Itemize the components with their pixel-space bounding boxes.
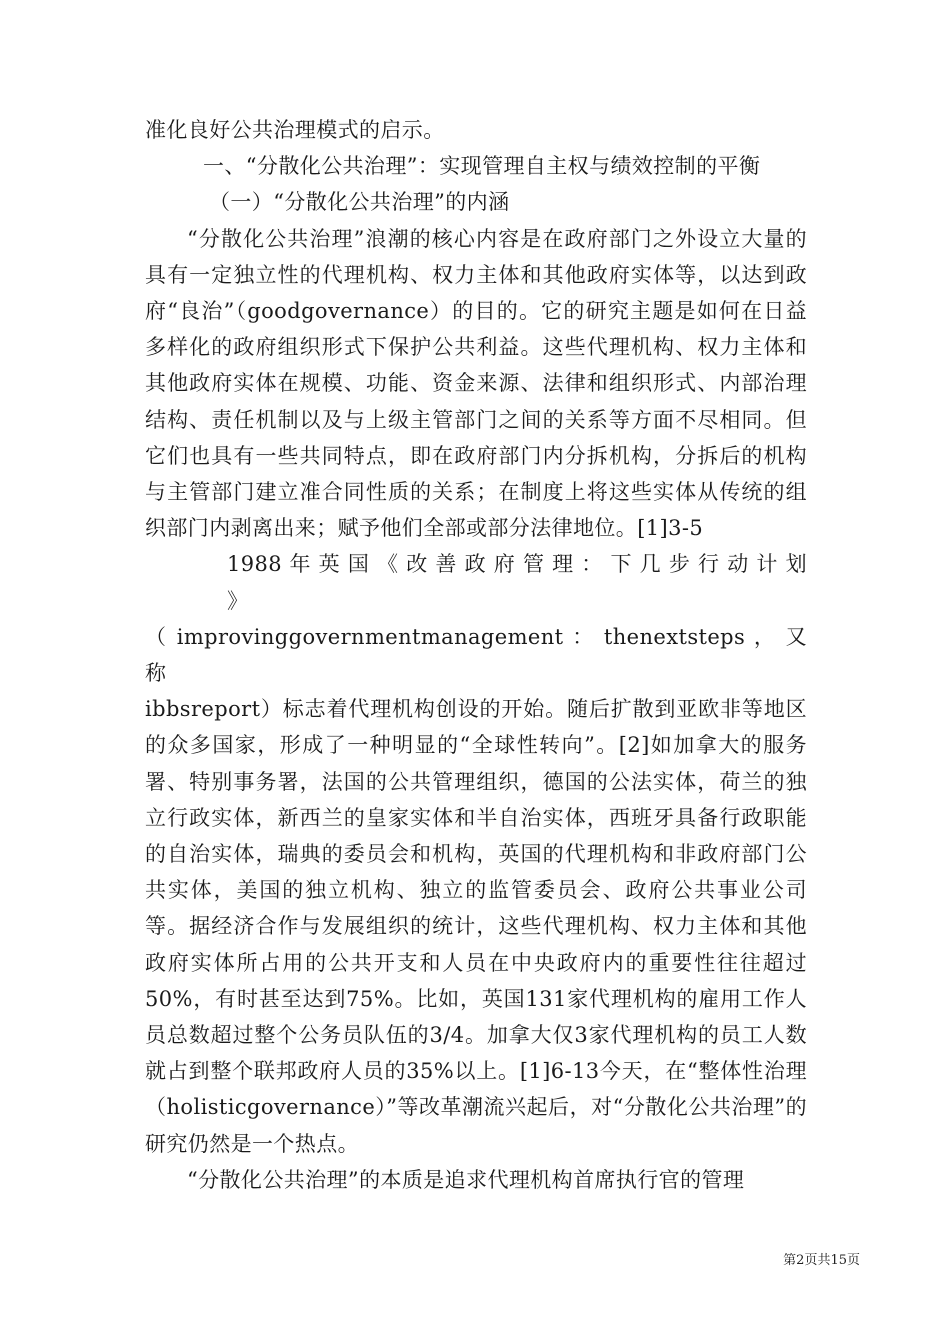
paragraph-definition: “分散化公共治理”浪潮的核心内容是在政府部门之外设立大量的具有一定独立性的代理机构、权力主体和其他政府实体等，以达到政府“良治”（goodgovernance）的目的。它的研究主题是如何在日益多样化的政府组织形式下保护公共利益。这些代理机构、权力主体和其他政府实体在规模、功能、资金来源、法律和组织形式、内部治理结构、责任机制以及与上级主管部门之间的关系等方面不尽相同。但它们也具有一些共同特点，即在政府部门内分拆机构，分拆后的机构与主管部门建立准合同性质的关系；在制度上将这些实体从传统的组织部门内剥离出来；赋予他们全部或部分法律地位。[1]3-5 — [145, 226, 807, 541]
paragraph-history: ibbsreport）标志着代理机构创设的开始。随后扩散到亚欧非等地区的众多国家，形成了一种明显的“全球性转向”。[2]如加拿大的服务署、特别事务署，法国的公共管理组织，德国的公法实体，荷兰的独立行政实体，新西兰的皇家实体和半自治实体，西班牙具备行政职能的自治实体，瑞典的委员会和机构，英国的代理机构和非政府部门公共实体，美国的独立机构、独立的监管委员会、政府公共事业公司等。据经济合作与发展组织的统计，这些代理机构、权力主体和其他政府实体所占用的公共开支和人员在中央政府内的重要性往往超过50%，有时甚至达到75%。比如，英国131家代理机构的雇用工作人员总数超过整个公务员队伍的3/4。加拿大仅3家代理机构的员工人数就占到整个联邦政府人员的35%以上。[1]6-13今天，在“整体性治理（holisticgovernance）”等改革潮流兴起后，对“分散化公共治理”的研究仍然是一个热点。 — [145, 697, 807, 1156]
paragraph-continuation: 准化良好公共治理模式的启示。 — [145, 118, 445, 142]
paragraph-history-line-2: （ improvinggovernmentmanagement ： thenextsteps ， 又 称 — [145, 624, 807, 686]
body-text — [145, 112, 807, 1198]
paragraph-history-line-1: 1988 年 英 国 《 改 善 政 府 管 理 ： 下 几 步 行 动 计 划 》 — [227, 552, 807, 613]
page-number-footer: 第2页共15页 — [783, 1253, 860, 1268]
section-heading: 一、“分散化公共治理”：实现管理自主权与绩效控制的平衡 — [203, 154, 761, 179]
subsection-heading: （一）“分散化公共治理”的内涵 — [209, 190, 510, 215]
paragraph-essence: “分散化公共治理”的本质是追求代理机构首席执行官的管理 — [187, 1167, 745, 1192]
